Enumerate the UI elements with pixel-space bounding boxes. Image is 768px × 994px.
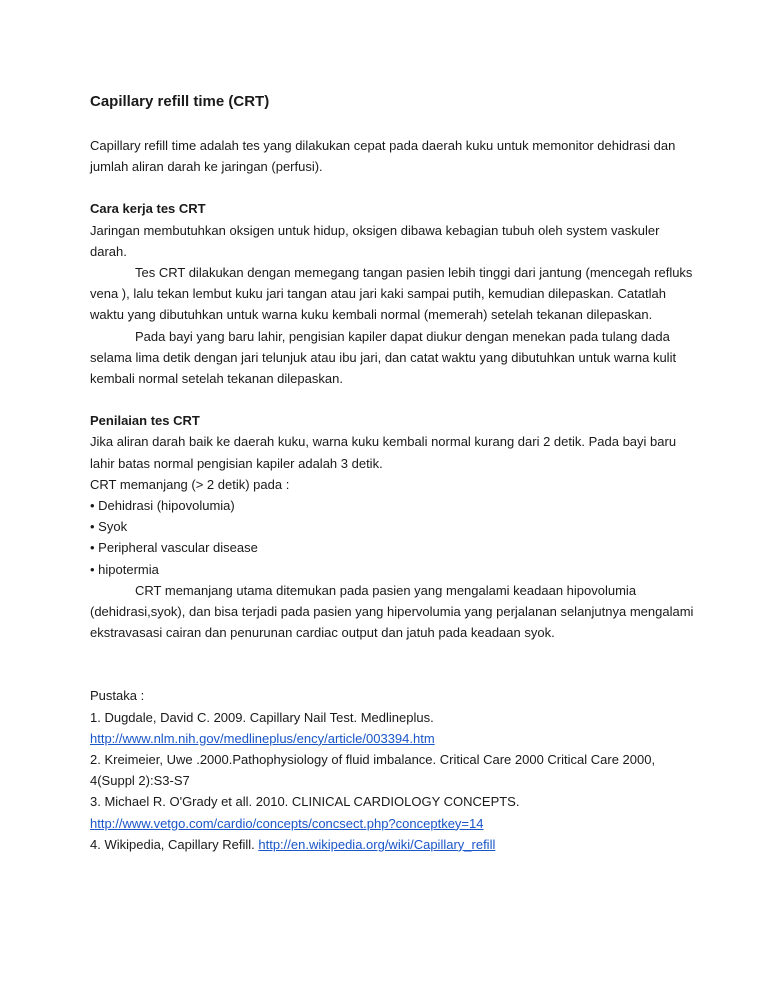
references-heading: Pustaka : [90, 688, 145, 704]
list-item: • Dehidrasi (hipovolumia) [90, 495, 698, 516]
list-item: • Syok [90, 516, 698, 537]
penilaian-paragraph-3: CRT memanjang utama ditemukan pada pasien yang mengalami keadaan hipovolumia (dehidrasi,syok), dan bisa terjadi pada pasien yang hipervolumia yang perjalanan selanjutnya mengalami ekstravasasi cairan dan penurunan cardiac output dan jatuh pada keadaan syok. [90, 582, 694, 641]
intro-paragraph: Capillary refill time adalah tes yang dilakukan cepat pada daerah kuku untuk memonitor dehidrasi dan jumlah aliran darah ke jaringan (perfusi). [90, 138, 676, 175]
reference-4-line [90, 834, 698, 855]
penilaian-paragraph-1: Jika aliran darah baik ke daerah kuku, warna kuku kembali normal kurang dari 2 detik. Pada bayi baru lahir batas normal pengisian kapiler adalah 3 detik. [90, 434, 677, 471]
reference-4: 4. Wikipedia, Capillary Refill. [90, 836, 255, 852]
cara-kerja-paragraph-2: Tes CRT dilakukan dengan memegang tangan pasien lebih tinggi dari jantung (mencegah refluks vena ), lalu tekan lembut kuku jari tangan atau jari kaki sampai putih, kemudian dilepaskan. Catatlah waktu yang dibutuhkan untuk warna kuku kembali normal (memerah) setelah tekanan dilepaskan. [90, 265, 693, 323]
penilaian-paragraph-2: CRT memanjang (> 2 detik) pada : [90, 476, 290, 492]
reference-1: 1. Dugdale, David C. 2009. Capillary Nail Test. Medlineplus. [90, 709, 434, 725]
list-item: • Peripheral vascular disease [90, 537, 698, 558]
section-heading-penilaian: Penilaian tes CRT [90, 413, 200, 429]
spacer [90, 177, 698, 198]
reference-1-link[interactable]: http://www.nlm.nih.gov/medlineplus/ency/article/003394.htm [90, 730, 435, 746]
section-heading-cara-kerja: Cara kerja tes CRT [90, 201, 206, 217]
spacer [90, 643, 698, 685]
page-title: Capillary refill time (CRT) [90, 93, 270, 110]
crt-causes-list [90, 495, 698, 580]
list-item: • hipotermia [90, 559, 698, 580]
reference-4-link[interactable]: http://en.wikipedia.org/wiki/Capillary_refill [258, 836, 496, 852]
reference-3: 3. Michael R. O'Grady et all. 2010. CLINICAL CARDIOLOGY CONCEPTS. [90, 794, 520, 810]
reference-2: 2. Kreimeier, Uwe .2000.Pathophysiology of fluid imbalance. Critical Care 2000 Critical Care 2000, 4(Suppl 2):S3-S7 [90, 752, 656, 789]
cara-kerja-paragraph-1: Jaringan membutuhkan oksigen untuk hidup, oksigen dibawa kebagian tubuh oleh system vaskuler darah. [90, 222, 660, 259]
spacer [90, 389, 698, 410]
cara-kerja-paragraph-3: Pada bayi yang baru lahir, pengisian kapiler dapat diukur dengan menekan pada tulang dada selama lima detik dengan jari telunjuk atau ibu jari, dan catat waktu yang dibutuhkan untuk warna kulit kembali normal setelah tekanan dilepaskan. [90, 328, 677, 387]
reference-3-link[interactable]: http://www.vetgo.com/cardio/concepts/concsect.php?conceptkey=14 [90, 815, 484, 831]
